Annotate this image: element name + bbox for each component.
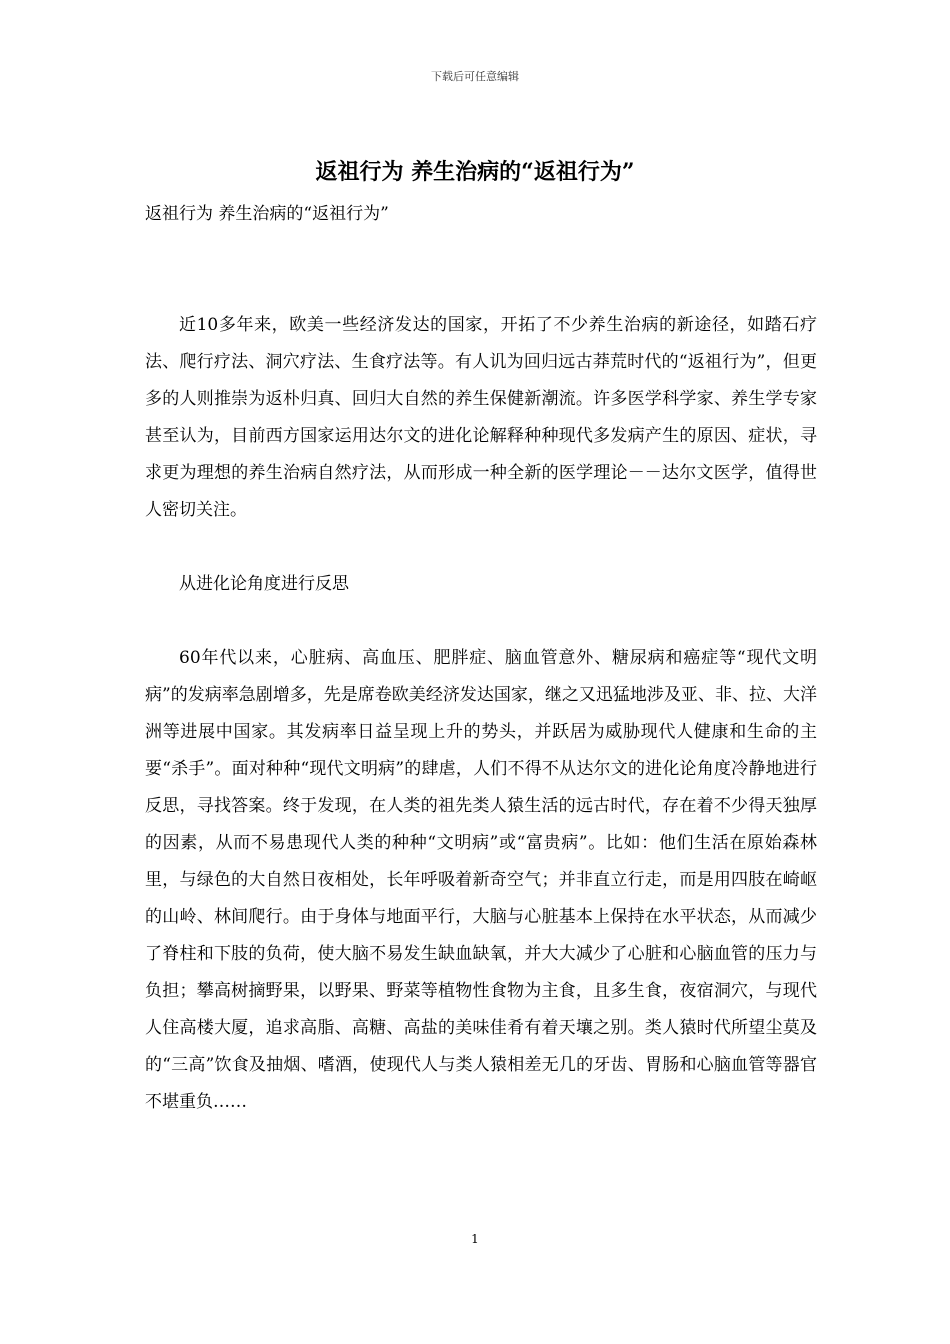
page-number: 1 [471, 1232, 479, 1246]
section-heading: 从进化论角度进行反思 [179, 574, 349, 594]
spacer [145, 529, 817, 566]
document-body [145, 196, 817, 1121]
page-header: 下载后可任意编辑 [431, 70, 519, 83]
paragraph-body: 60年代以来，心脏病、高血压、肥胖症、脑血管意外、糖尿病和癌症等“现代文明病”的发病率急剧增多，先是席卷欧美经济发达国家，继之又迅猛地涉及亚、非、拉、大洋洲等进展中国家。其发病率日益呈现上升的势头，并跃居为威胁现代人健康和生命的主要“杀手”。面对种种“现代文明病”的肆虐，人们不得不从达尔文的进化论角度冷静地进行反思，寻找答案。终于发现，在人类的祖先类人猿生活的远古时代，存在着不少得天独厚的因素，从而不易患现代人类的种种“文明病”或“富贵病”。比如：他们生活在原始森林里，与绿色的大自然日夜相处，长年呼吸着新奇空气；并非直立行走，而是用四肢在崎岖的山岭、林间爬行。由于身体与地面平行，大脑与心脏基本上保持在水平状态，从而减少了脊柱和下肢的负荷，使大脑不易发生缺血缺氧，并大大减少了心脏和心脑血管的压力与负担；攀高树摘野果，以野果、野菜等植物性食物为主食，且多生食，夜宿洞穴，与现代人住高楼大厦，追求高脂、高糖、高盐的美味佳肴有着天壤之别。类人猿时代所望尘莫及的“三高”饮食及抽烟、嗜酒，使现代人与类人猿相差无几的牙齿、胃肠和心脑血管等器官不堪重负…… [145, 648, 817, 1112]
paragraph-intro: 近10多年来，欧美一些经济发达的国家，开拓了不少养生治病的新途径，如踏石疗法、爬行疗法、洞穴疗法、生食疗法等。有人讥为回归远古莽荒时代的“返祖行为”，但更多的人则推崇为返朴归真、回归大自然的养生保健新潮流。许多医学科学家、养生学专家甚至认为，目前西方国家运用达尔文的进化论解释种种现代多发病产生的原因、症状，寻求更为理想的养生治病自然疗法，从而形成一种全新的医学理论－－达尔文医学，值得世人密切关注。 [145, 315, 817, 520]
spacer [145, 603, 817, 640]
document-title: 返祖行为 养生治病的“返祖行为” [315, 159, 635, 185]
document-subtitle: 返祖行为 养生治病的“返祖行为” [145, 204, 389, 224]
spacer [145, 270, 817, 307]
